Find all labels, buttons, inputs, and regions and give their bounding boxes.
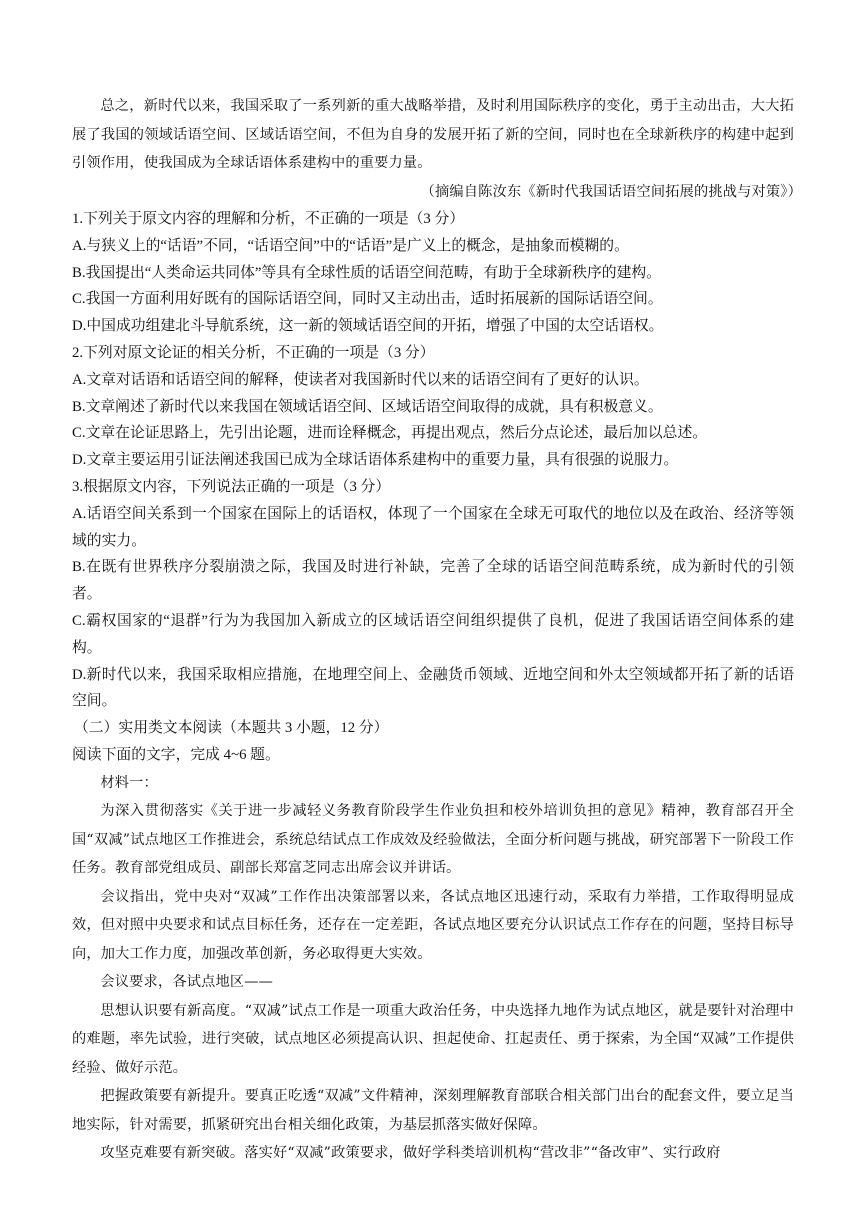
section-2-instruction: 阅读下面的文字，完成 4~6 题。 (72, 746, 280, 763)
question-3-option-b: B.在既有世界秩序分裂崩溃之际，我国及时进行补缺，完善了全球的话语空间范畴系统，成为新时代的引领者。 (72, 559, 794, 603)
section-2-header (72, 715, 794, 769)
material-paragraph: 思想认识要有新高度。“双减”试点工作是一项重大政治任务，中央选择九地作为试点地区，就是要针对治理中的难题，率先试验，进行突破，试点地区必须提高认识、担起使命、扛起责任、勇于探索，为全国“双减”工作提供经验、做好示范。 (72, 1002, 794, 1076)
material-one-label: 材料一： (100, 774, 158, 791)
passage-conclusion-paragraph: 总之，新时代以来，我国采取了一系列新的重大战略举措，及时利用国际秩序的变化，勇于主动出击，大大拓展了我国的领域话语空间、区域话语空间，不但为自身的发展开拓了新的空间，同时也在全球新秩序的构建中起到引领作用，使我国成为全球话语体系建构中的重要力量。 (72, 98, 794, 171)
question-2-option-a: A.文章对话语和话语空间的解释，使读者对我国新时代以来的话语空间有了更好的认识。 (72, 371, 649, 388)
material-paragraph: 会议要求，各试点地区—— (100, 974, 274, 991)
question-3-option-c: C.霸权国家的“退群”行为为我国加入新成立的区域话语空间组织提供了良机，促进了我国话语空间体系的建构。 (72, 612, 794, 656)
question-2-option-c: C.文章在论证思路上，先引出论题，进而诠释概念，再提出观点，然后分点论述，最后加以总述。 (72, 425, 708, 442)
question-2 (72, 340, 794, 474)
question-1 (72, 206, 794, 340)
question-3-title: 3.根据原文内容，下列说法正确的一项是（3 分） (72, 478, 391, 495)
question-3 (72, 474, 794, 715)
material-paragraph: 会议指出，党中央对“双减”工作作出决策部署以来，各试点地区迅速行动，采取有力举措，工作取得明显成效，但对照中央要求和试点目标任务，还存在一定差距，各试点地区要充分认识试点工作存在的问题，坚持目标导向，加大工作力度，加强改革创新，务必取得更大实效。 (72, 888, 794, 962)
material-one (72, 769, 794, 1168)
question-2-option-b: B.文章阐述了新时代以来我国在领域话语空间、区域话语空间取得的成就，具有积极意义。 (72, 398, 663, 415)
material-paragraph: 攻坚克难要有新突破。落实好“双减”政策要求，做好学科类培训机构“营改非”“备改审”、实行政府 (100, 1145, 721, 1162)
question-1-title: 1.下列关于原文内容的理解和分析，不正确的一项是（3 分） (72, 211, 465, 227)
question-1-option-b: B.我国提出“人类命运共同体”等具有全球性质的话语空间范畴，有助于全球新秩序的建构。 (72, 264, 661, 281)
question-3-option-d: D.新时代以来，我国采取相应措施，在地理空间上、金融货币领域、近地空间和外太空领域都开拓了新的话语空间。 (72, 666, 794, 710)
question-1-option-d: D.中国成功组建北斗导航系统，这一新的领域话语空间的开拓，增强了中国的太空话语权。 (72, 318, 664, 335)
question-2-option-d: D.文章主要运用引证法阐述我国已成为全球话语体系建构中的重要力量，具有很强的说服力。 (72, 452, 679, 469)
material-paragraph: 把握政策要有新提升。要真正吃透“双减”文件精神，深刻理解教育部联合相关部门出台的配套文件，要立足当地实际，针对需要，抓紧研究出台相关细化政策，为基层抓落实做好保障。 (72, 1088, 794, 1133)
exam-page (72, 92, 802, 1168)
question-1-option-a: A.与狭义上的“话语”不同，“话语空间”中的“话语”是广义上的概念，是抽象而模糊的。 (72, 237, 629, 254)
question-3-option-a: A.话语空间关系到一个国家在国际上的话语权，体现了一个国家在全球无可取代的地位以及在政治、经济等领域的实力。 (72, 505, 794, 549)
passage-source-citation: （摘编自陈汝东《新时代我国话语空间拓展的挑战与对策》） (420, 183, 802, 200)
question-1-option-c: C.我国一方面利用好既有的国际话语空间，同时又主动出击，适时拓展新的国际话语空间。 (72, 291, 663, 308)
section-2-title: （二）实用类文本阅读（本题共 3 小题，12 分） (74, 720, 389, 737)
question-2-title: 2.下列对原文论证的相关分析，不正确的一项是（3 分） (72, 344, 435, 361)
material-paragraph: 为深入贯彻落实《关于进一步减轻义务教育阶段学生作业负担和校外培训负担的意见》精神，教育部召开全国“双减”试点地区工作推进会，系统总结试点工作成效及经验做法，全面分析问题与挑战，研究部署下一阶段工作任务。教育部党组成员、副部长郑富芝同志出席会议并讲话。 (72, 803, 794, 877)
